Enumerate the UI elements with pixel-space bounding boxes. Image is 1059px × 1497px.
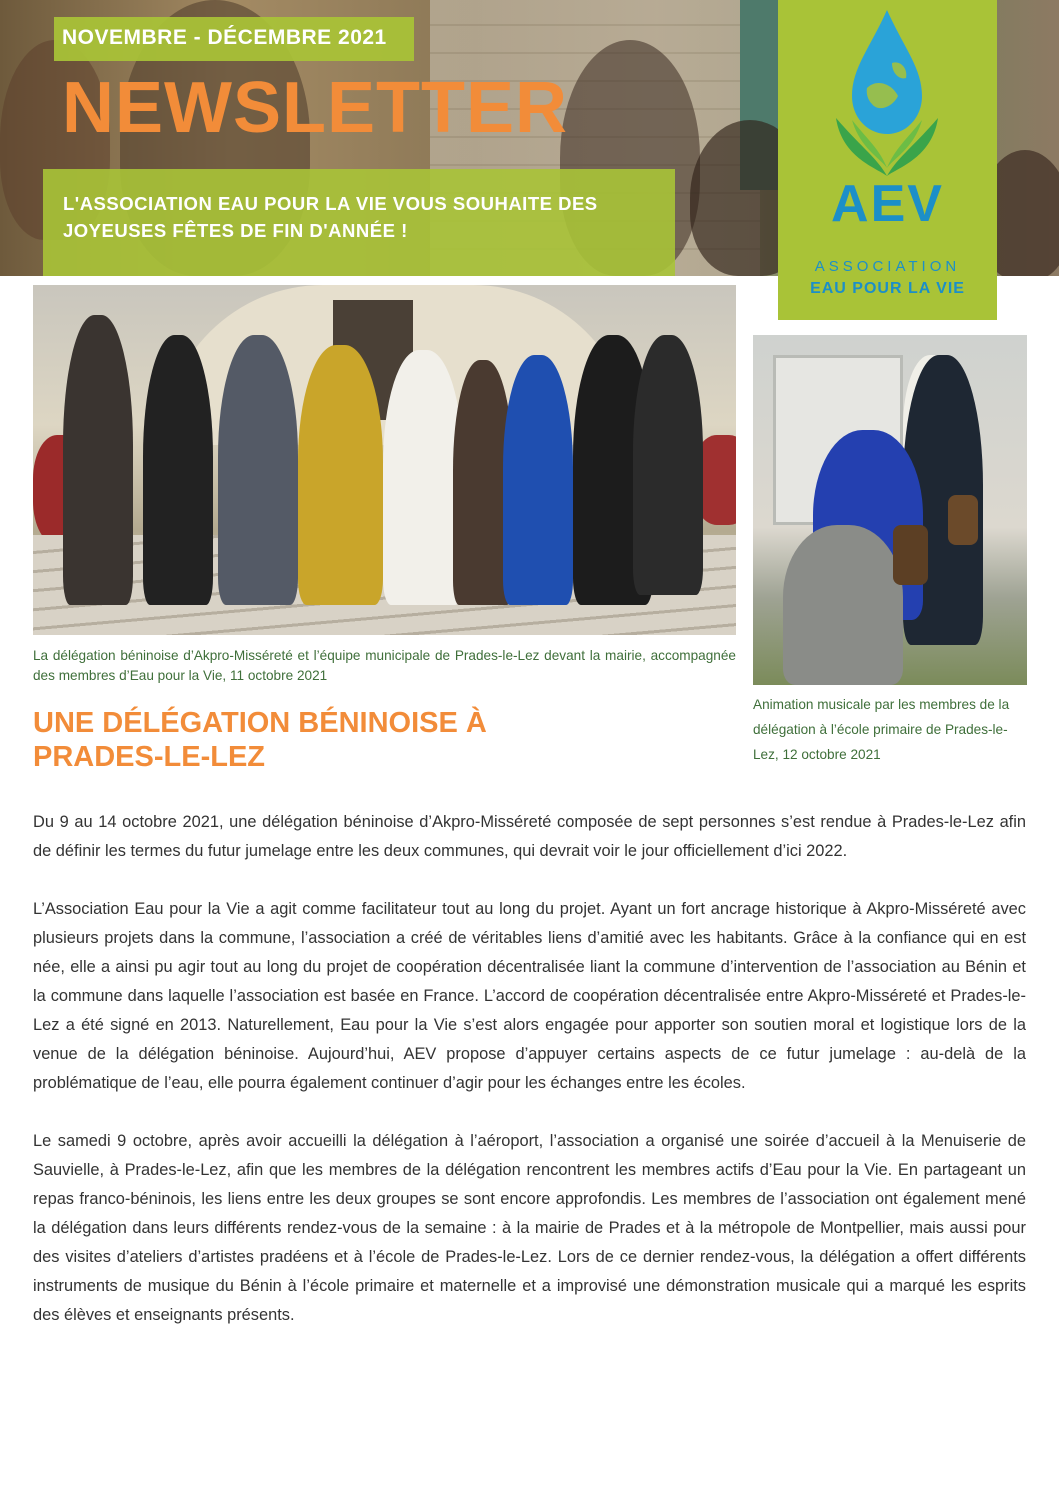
article-body [33, 808, 1026, 1359]
photo-person [503, 355, 573, 605]
photo-person [143, 335, 213, 605]
article-paragraph: Du 9 au 14 octobre 2021, une délégation béninoise d’Akpro-Misséreté composée de sept personnes s’est rendue à Prades-le-Lez afin de définir les termes du futur jumelage entre les deux communes, qui devrait voir le jour officiellement d’ici 2022. [33, 813, 1026, 860]
holiday-wishes: L'ASSOCIATION EAU POUR LA VIE VOUS SOUHAITE DES JOYEUSES FÊTES DE FIN D'ANNÉE ! [63, 193, 598, 241]
side-photo-caption: Animation musicale par les membres de la délégation à l’école primaire de Prades-le-Lez, 12 octobre 2021 [753, 697, 1010, 762]
musical-animation-photo [753, 335, 1027, 685]
logo-line-name: EAU POUR LA VIE [810, 280, 965, 297]
drum [948, 495, 978, 545]
photo-person [783, 525, 903, 685]
photo-person [63, 315, 133, 605]
main-photo-caption: La délégation béninoise d’Akpro-Misséreté et l’équipe municipale de Prades-le-Lez devant la mairie, accompagnée des membres d’Eau pour la Vie, 11 octobre 2021 [33, 648, 736, 683]
photo-person [383, 350, 463, 605]
photo-person [218, 335, 298, 605]
water-drop-leaves-icon [822, 8, 952, 178]
aev-logo [778, 0, 997, 320]
article-paragraph: Le samedi 9 octobre, après avoir accueilli la délégation à l’aéroport, l’association a organisé une soirée d’accueil à la Menuiserie de Sauvielle, à Prades-le-Lez, afin que les membres de la délégation rencontrent les membres actifs d’Eau pour la Vie. En partageant un repas franco-béninois, les liens entre les deux groupes se sont encore approfondis. Les membres de l’association ont également mené la délégation dans leurs différents rendez-vous de la semaine : à la mairie de Prades et à la métropole de Montpellier, mais aussi pour des visites d’ateliers d’artistes pradéens et à l’école de Prades-le-Lez. Lors de ce dernier rendez-vous, la délégation a offert différents instruments de musique du Bénin à l’école primaire et maternelle et a improvisé une démonstration musicale qui a marqué les esprits des élèves et enseignants présents. [33, 1132, 1026, 1324]
issue-date: NOVEMBRE - DÉCEMBRE 2021 [62, 26, 387, 49]
newsletter-title: NEWSLETTER [62, 68, 568, 148]
drum [893, 525, 928, 585]
logo-acronym: AEV [831, 175, 944, 233]
section-heading: UNE DÉLÉGATION BÉNINOISE À PRADES-LE-LEZ [33, 707, 487, 773]
delegation-group-photo [33, 285, 736, 635]
logo-line-association: ASSOCIATION [814, 258, 961, 275]
photo-person [298, 345, 383, 605]
photo-person [633, 335, 703, 595]
article-paragraph: L’Association Eau pour la Vie a agit comme facilitateur tout au long du projet. Ayant un fort ancrage historique à Akpro-Misséreté avec plusieurs projets dans la commune, l’association a créé de véritables liens d’amitié avec les habitants. Grâce à la confiance qui en est née, elle a ainsi pu agir tout au long du projet de coopération décentralisée liant la commune d’intervention de l’association au Bénin et la commune dans laquelle l’association est basée en France. L’accord de coopération décentralisée entre Akpro-Misséreté et Prades-le-Lez a été signé en 2013. Naturellement, Eau pour la Vie s’est alors engagée pour apporter son soutien moral et logistique lors de la venue de la délégation béninoise. Aujourd’hui, AEV propose d’appuyer certains aspects de ce futur jumelage : au-delà de la problématique de l’eau, elle pourra également continuer d’agir pour les échanges entre les écoles. [33, 900, 1026, 1092]
